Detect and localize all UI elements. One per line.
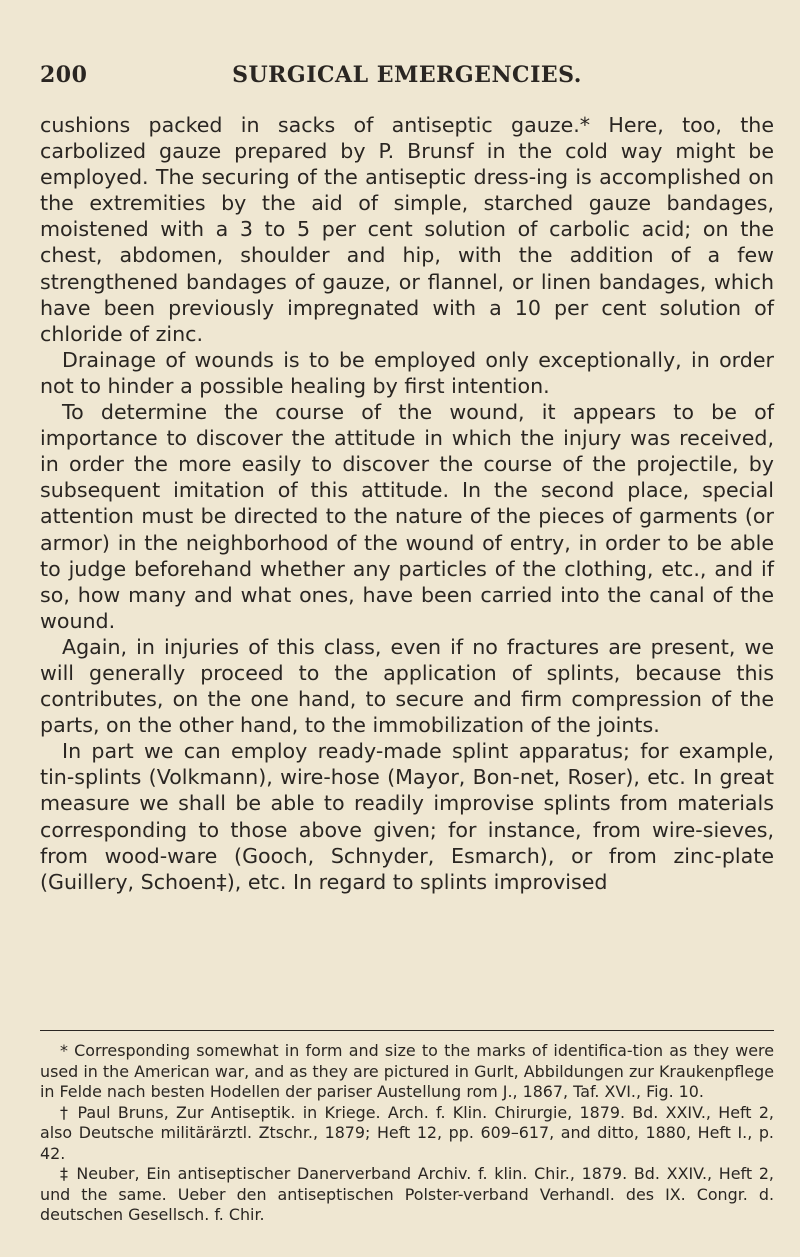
paragraph-2: Drainage of wounds is to be employed only exceptionally, in order not to hinder a possible healing by first intention. (40, 347, 774, 398)
footnote-2: † Paul Bruns, Zur Antiseptik. in Kriege. Arch. f. Klin. Chirurgie, 1879. Bd. XXIV., Heft 2, also Deutsche militärärztl. Ztschr., 1879; Heft 12, pp. 609–617, and ditto, 1880, Heft I., p. 42. (40, 1102, 774, 1163)
page-number: 200 (40, 62, 88, 88)
running-head (40, 62, 774, 92)
footnote-1: * Corresponding somewhat in form and size to the marks of identifica-tion as they were used in the American war, and as they are pictured in Gurlt, Abbildungen zur Kraukenpflege in Felde nach besten Hodellen der pariser Austellung rom J., 1867, Taf. XVI., Fig. 10. (40, 1041, 774, 1101)
paragraph-1: cushions packed in sacks of antiseptic gauze.* Here, too, the carbolized gauze prepared by P. Brunsf in the cold way might be employed. The securing of the antiseptic dress-ing is accomplished on the extremities by the aid of simple, starched gauze bandages, moistened with a 3 to 5 per cent solution of carbolic acid; on the chest, abdomen, shoulder and hip, with the addition of a few strengthened bandages of gauze, or flannel, or linen bandages, which have been previously impregnated with a 10 per cent solution of chloride of zinc. (40, 113, 774, 346)
page-title: SURGICAL EMERGENCIES. (232, 62, 582, 88)
paragraph-3: To determine the course of the wound, it appears to be of importance to discover the attitude in which the injury was received, in order the more easily to discover the course of the projectile, by subsequent imitation of this attitude. In the second place, special attention must be directed to the nature of the pieces of garments (or armor) in the neighborhood of the wound of entry, in order to be able to judge beforehand whether any particles of the clothing, etc., and if so, how many and what ones, have been carried into the canal of the wound. (40, 400, 774, 633)
footnote-3: ‡ Neuber, Ein antiseptischer Danerverband Archiv. f. klin. Chir., 1879. Bd. XXIV., Heft 2, und the same. Ueber den antiseptischen Polster-verband Verhandl. des IX. Congr. d. deutschen Gesellsch. f. Chir. (40, 1164, 774, 1224)
paragraph-5: In part we can employ ready-made splint apparatus; for example, tin-splints (Volkmann), wire-hose (Mayor, Bon-net, Roser), etc. In great measure we shall be able to readily improvise splints from materials corresponding to those above given; for instance, from wire-sieves, from wood-ware (Gooch, Schnyder, Esmarch), or from zinc-plate (Guillery, Schoen‡), etc. In regard to splints improvised (40, 739, 774, 894)
footnotes (40, 1041, 774, 1226)
paragraph-4: Again, in injuries of this class, even if no fractures are present, we will generally proceed to the application of splints, because this contributes, on the one hand, to secure and firm compression of the parts, on the other hand, to the immobilization of the joints. (40, 634, 774, 738)
footnote-divider (40, 1030, 774, 1031)
body-text (40, 112, 774, 895)
